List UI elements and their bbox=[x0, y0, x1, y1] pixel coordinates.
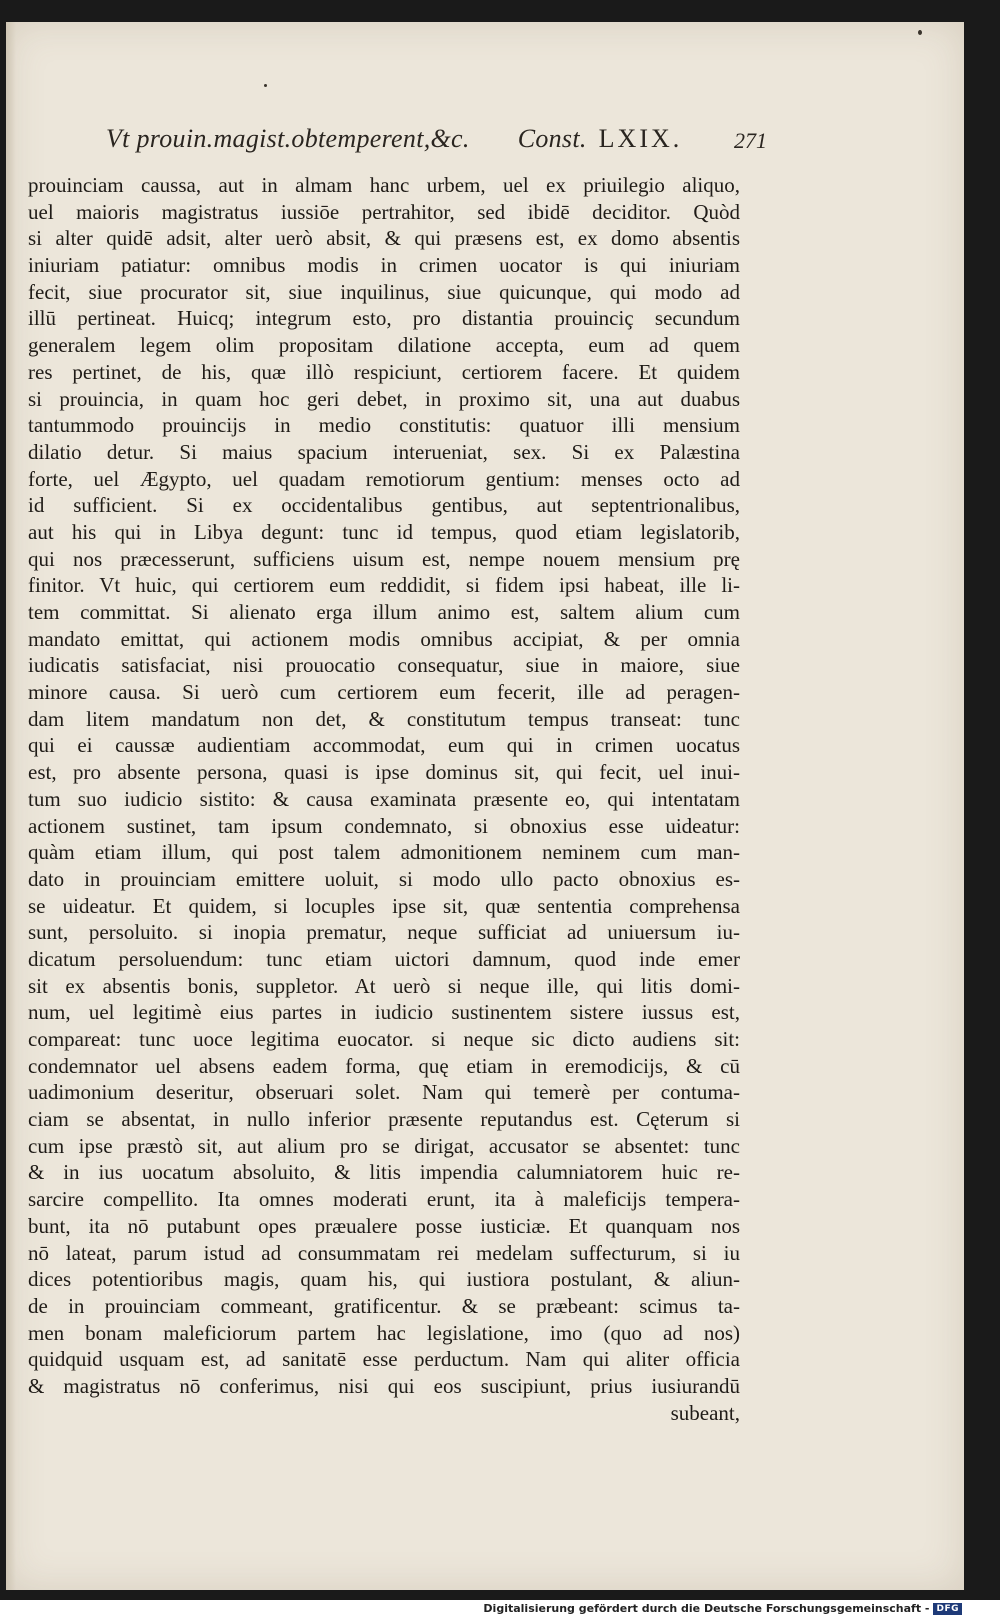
dfg-logo: DFG bbox=[933, 1603, 962, 1615]
text-line: dato in prouinciam emittere uoluit, si modo ullo pacto obnoxius es- bbox=[28, 866, 740, 891]
text-line: dices potentioribus magis, quam his, qui iustiora postulant, & aliun- bbox=[28, 1267, 740, 1292]
text-line: nō lateat, parum istud ad consummatam rei medelam suffecturum, si iu bbox=[28, 1240, 740, 1265]
text-line: iniuriam patiatur: omnibus modis in crimen uocator is qui iniuriam bbox=[28, 253, 740, 278]
text-line: quàm etiam illum, qui post talem admonitionem neminem cum man- bbox=[28, 840, 740, 865]
text-line: actionem sustinet, tam ipsum condemnato, si obnoxius esse uideatur: bbox=[28, 813, 740, 838]
text-line: tantummodo prouincijs in medio constitutis: quatuor illi mensium bbox=[28, 413, 740, 438]
running-head-number: LXIX. bbox=[598, 124, 683, 153]
text-line: iudicatis satisfaciat, nisi prouocatio consequatur, siue in maiore, siue bbox=[28, 653, 740, 678]
text-line: qui nos præcesserunt, sufficiens uisum est, nempe nouem mensium prę bbox=[28, 546, 740, 571]
running-head-title: Vt prouin.magist.obtemperent,&c. bbox=[106, 124, 470, 153]
page-gutter-shadow bbox=[6, 22, 16, 1590]
text-line: & in ius uocatum absoluito, & litis impendia calumniatorem huic re- bbox=[28, 1160, 740, 1185]
folio-number: 271 bbox=[734, 128, 767, 153]
text-line: & magistratus nō conferimus, nisi qui eos suscipiunt, prius iusiurandū bbox=[28, 1373, 740, 1398]
text-line: compareat: tunc uoce legitima euocator. si neque sic dicto audiens sit: bbox=[28, 1027, 740, 1051]
text-line: num, uel legitimè eius partes in iudicio sustinentem sistere iussus est, bbox=[28, 1000, 740, 1025]
running-head bbox=[106, 124, 746, 164]
text-line: forte, uel Ægypto, uel quadam remotiorum gentium: menses octo ad bbox=[28, 466, 740, 491]
text-line: de in prouinciam commeant, gratificentur. & se præbeant: scimus ta- bbox=[28, 1293, 740, 1318]
text-line: mandato emittat, qui actionem modis omnibus accipiat, & per omnia bbox=[28, 626, 740, 651]
text-line: ciam se absentat, in nullo inferior præsente reputandus est. Cęterum si bbox=[28, 1107, 740, 1132]
text-line: cum ipse præstò sit, aut alium pro se dirigat, accusator se absentet: tunc bbox=[28, 1133, 740, 1158]
text-line: condemnator uel absens eadem forma, quę etiam in eremodicijs, & cū bbox=[28, 1053, 740, 1078]
text-line: qui ei caussæ audientiam accommodat, eum qui in crimen uocatus bbox=[28, 733, 740, 758]
text-line: fecit, siue procurator sit, siue inquilinus, siue quicunque, qui modo ad bbox=[28, 279, 740, 304]
text-line: tem committat. Si alienato erga illum animo est, saltem alium cum bbox=[28, 600, 740, 624]
text-line: sit ex absentis bonis, suppletor. At uerò si neque ille, qui litis domi- bbox=[28, 973, 740, 998]
text-line: prouinciam caussa, aut in almam hanc urbem, uel ex priuilegio aliquo, bbox=[28, 173, 740, 197]
text-line: sunt, persoluito. si inopia prematur, neque sufficiat ad uniuersum iu- bbox=[28, 920, 740, 945]
text-line: uadimonium deseritur, obseruari solet. Nam qui temerè per contuma- bbox=[28, 1080, 740, 1105]
text-line: id sufficient. Si ex occidentalibus gentibus, aut septentrionalibus, bbox=[28, 493, 740, 518]
ink-speck bbox=[264, 84, 267, 87]
text-line: si prouincia, in quam hoc geri debet, in proximo sit, una aut duabus bbox=[28, 386, 740, 411]
text-line: aut his qui in Libya degunt: tunc id tempus, quod etiam legislatorib, bbox=[28, 519, 740, 544]
text-line: bunt, ita nō putabunt opes præualere posse iusticiæ. Et quanquam nos bbox=[28, 1213, 740, 1238]
text-line: si alter quidē adsit, alter uerò absit, & qui præsens est, ex domo absentis bbox=[28, 226, 740, 251]
funding-note: Digitalisierung gefördert durch die Deutsche Forschungsgemeinschaft - bbox=[483, 1602, 930, 1615]
text-line: minore causa. Si uerò cum certiorem eum fecerit, ille ad peragen- bbox=[28, 680, 740, 705]
text-line: subeant, bbox=[670, 1400, 740, 1425]
text-line: se uideatur. Et quidem, si locuples ipse sit, quæ sententia comprehensa bbox=[28, 893, 740, 918]
digitization-footer bbox=[483, 1602, 962, 1615]
text-line: quidquid usquam est, ad sanitatē esse perductum. Nam qui aliter officia bbox=[28, 1347, 740, 1372]
ink-speck bbox=[918, 30, 922, 35]
text-line: uel maioris magistratus iussiōe pertrahitor, sed ibidē deciditor. Quòd bbox=[28, 199, 740, 224]
book-page bbox=[6, 22, 964, 1590]
text-line: dicatum persoluendum: tunc etiam uictori damnum, quod inde emer bbox=[28, 946, 740, 971]
text-line: est, pro absente persona, quasi is ipse dominus sit, qui fecit, uel inui- bbox=[28, 760, 740, 785]
running-head-constitution: Const. bbox=[517, 124, 587, 153]
text-line: illū pertineat. Huicq; integrum esto, pro distantia prouinciç secundum bbox=[28, 306, 740, 331]
text-line: res pertinet, de his, quæ illò respiciunt, certiorem facere. Et quidem bbox=[28, 359, 740, 384]
text-line: sarcire compellito. Ita omnes moderati erunt, ita à maleficijs tempera- bbox=[28, 1187, 740, 1212]
body-text bbox=[28, 172, 740, 1426]
text-line: generalem legem olim propositam dilatione accepta, eum ad quem bbox=[28, 333, 740, 358]
text-line: dilatio detur. Si maius spacium interueniat, sex. Si ex Palæstina bbox=[28, 439, 740, 464]
text-line: finitor. Vt huic, qui certiorem eum reddidit, si fidem ipsi habeat, ille li- bbox=[28, 573, 740, 598]
text-line: tum suo iudicio sistito: & causa examinata præsente eo, qui intentatam bbox=[28, 786, 740, 811]
text-line: men bonam maleficiorum partem hac legislatione, imo (quo ad nos) bbox=[28, 1320, 740, 1345]
text-line: dam litem mandatum non det, & constitutum tempus transeat: tunc bbox=[28, 706, 740, 731]
